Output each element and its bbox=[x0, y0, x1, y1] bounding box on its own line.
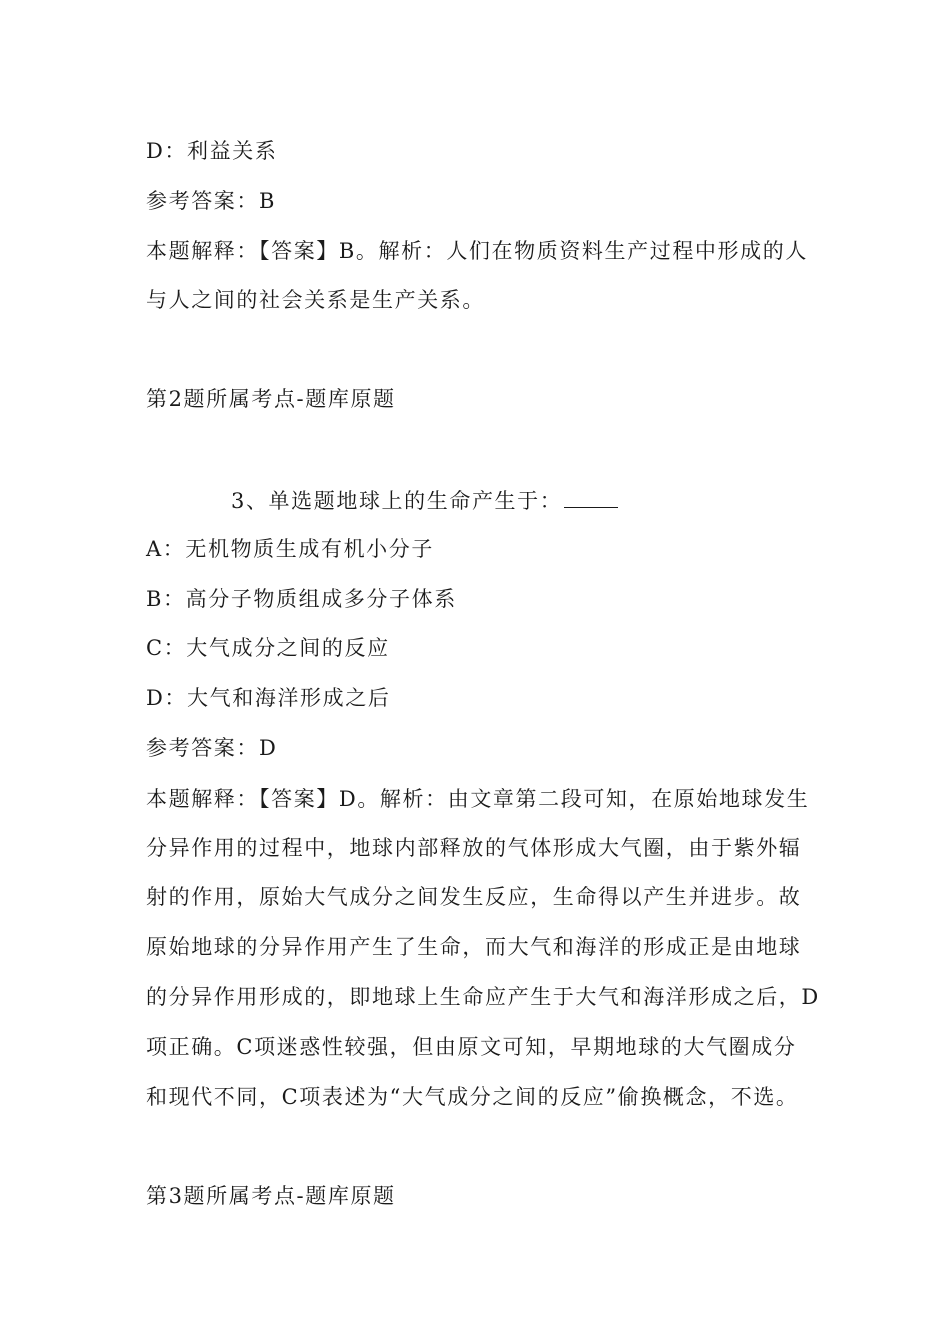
q3-option-a: A：无机物质生成有机小分子 bbox=[146, 537, 434, 561]
q3-explanation-line: 分异作用的过程中，地球内部释放的气体形成大气圈，由于紫外辐 bbox=[146, 836, 802, 860]
q3-explanation-line: 原始地球的分异作用产生了生命，而大气和海洋的形成正是由地球 bbox=[146, 935, 802, 959]
q3-explanation-line: 射的作用，原始大气成分之间发生反应，生命得以产生并进步。故 bbox=[146, 885, 802, 909]
q3-question-text: 3、单选题地球上的生命产生于： bbox=[231, 489, 563, 513]
q3-explanation-line: 的分异作用形成的，即地球上生命应产生于大气和海洋形成之后，D bbox=[146, 985, 820, 1009]
q3-explanation-line: 和现代不同，C项表述为“大气成分之间的反应”偷换概念，不选。 bbox=[146, 1085, 799, 1109]
q2-option-d: D：利益关系 bbox=[146, 139, 278, 163]
q3-option-b: B：高分子物质组成多分子体系 bbox=[146, 587, 457, 611]
q2-topic: 第2题所属考点-题库原题 bbox=[146, 387, 396, 411]
q3-option-c: C：大气成分之间的反应 bbox=[146, 636, 390, 660]
q3-explanation-line: 本题解释：【答案】D。解析：由文章第二段可知，在原始地球发生 bbox=[146, 787, 810, 811]
q2-explanation-line: 本题解释：【答案】B。解析：人们在物质资料生产过程中形成的人 bbox=[146, 239, 808, 263]
q3-option-d: D：大气和海洋形成之后 bbox=[146, 686, 391, 710]
q2-answer: 参考答案：B bbox=[146, 189, 277, 213]
q3-topic: 第3题所属考点-题库原题 bbox=[146, 1184, 396, 1208]
q2-explanation-line: 与人之间的社会关系是生产关系。 bbox=[146, 288, 485, 312]
answer-blank bbox=[564, 489, 618, 508]
q3-answer: 参考答案：D bbox=[146, 736, 278, 760]
q3-explanation-line: 项正确。C项迷惑性较强，但由原文可知，早期地球的大气圈成分 bbox=[146, 1035, 797, 1059]
q3-question bbox=[231, 489, 618, 512]
